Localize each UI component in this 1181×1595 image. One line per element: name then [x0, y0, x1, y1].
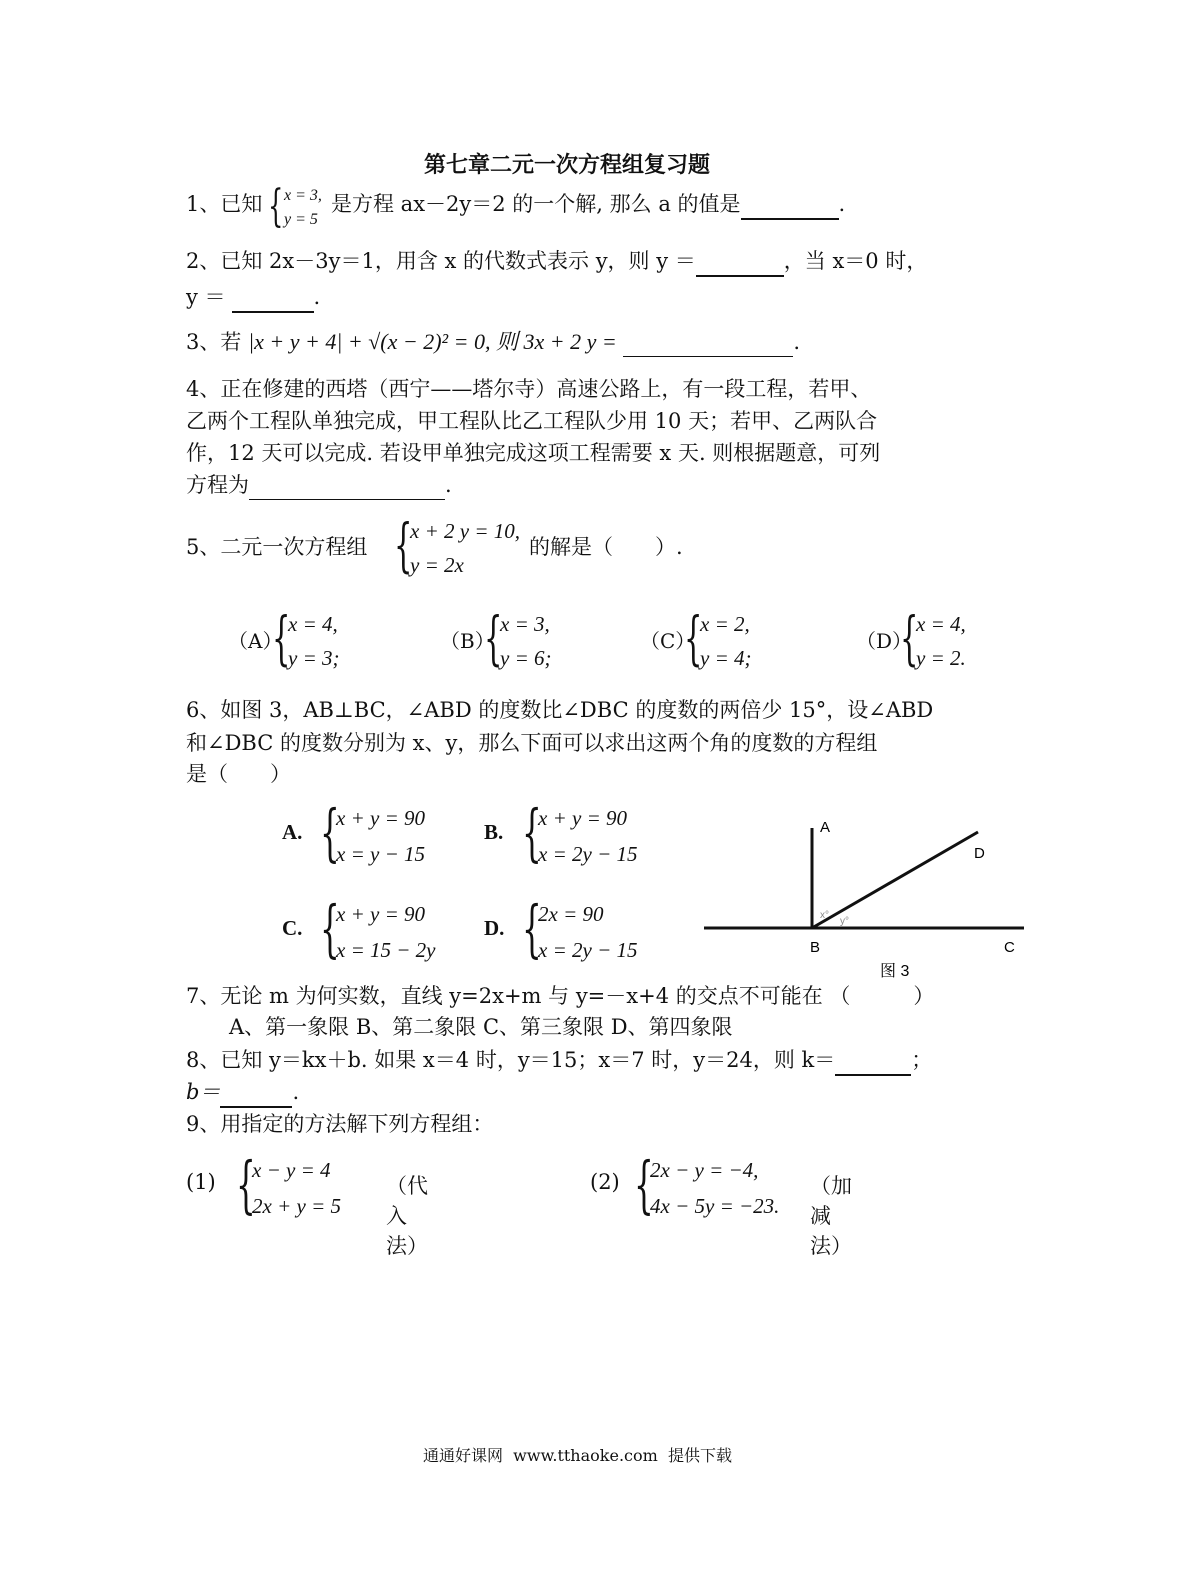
question-1 [186, 190, 262, 218]
question-3 [186, 328, 800, 357]
q6-option-a-brace: { [320, 796, 340, 869]
q5-option-a-eq2: y = 3; [288, 646, 340, 670]
q4-answer-blank[interactable] [249, 471, 445, 500]
q5-brace: { [394, 511, 413, 579]
q5-option-c-eq1: x = 2, [700, 612, 750, 636]
question-4-line-4 [186, 471, 452, 500]
question-4-line-1: 4、正在修建的西塔（西宁——塔尔寺）高速公路上，有一段工程，若甲、 [186, 377, 872, 401]
question-9: 9、用指定的方法解下列方程组： [186, 1112, 494, 1136]
question-7-options: A、第一象限 B、第二象限 C、第三象限 D、第四象限 [229, 1015, 733, 1039]
figure-caption: 图 3 [880, 963, 910, 980]
q6-option-c-brace: { [320, 892, 340, 965]
question-8-line-2 [186, 1078, 299, 1108]
q9-part-2-eq1: 2x − y = −4, [650, 1158, 759, 1182]
q5-eq2: y = 2x [410, 553, 464, 577]
question-8-line-1 [186, 1046, 932, 1076]
question-4-line-3: 作，12 天可以完成. 若设甲单独完成这项工程需要 x 天. 则根据题意，可列 [186, 441, 881, 465]
q5-option-a-eq1: x = 4, [288, 612, 338, 636]
q8-answer-blank-b[interactable] [220, 1078, 292, 1108]
q3-expression: |x + y + 4| + √(x − 2)² = 0, 则 3x + 2 y = [248, 329, 617, 354]
question-4-line-2: 乙两个工程队单独完成，甲工程队比乙工程队少用 10 天；若甲、乙两队合 [186, 409, 878, 433]
q5-post: 的解是（ ）. [529, 535, 683, 559]
point-b-label: B [810, 939, 821, 956]
point-c-label: C [1004, 939, 1015, 956]
q1-statement [331, 190, 845, 220]
q6-option-b-eq1: x + y = 90 [538, 806, 627, 830]
q6-option-d-label: D. [484, 916, 505, 940]
q5-option-b-brace: { [484, 604, 503, 672]
q5-option-a-label: （A） [228, 629, 283, 653]
question-6-line-1: 6、如图 3，AB⊥BC，∠ABD 的度数比∠DBC 的度数的两倍少 15°，设∠ABD [186, 698, 934, 722]
question-7-line-1: 7、无论 m 为何实数，直线 y=2x+m 与 y=－x+4 的交点不可能在 （ ） [186, 984, 935, 1008]
q6-option-a-eq2: x = y − 15 [336, 842, 425, 866]
q6-option-b-brace: { [522, 796, 542, 869]
q5-option-b-label: （B） [440, 629, 495, 653]
q5-option-d-eq1: x = 4, [916, 612, 966, 636]
question-2-line2 [186, 283, 320, 313]
point-a-label: A [820, 819, 831, 836]
q1-end: . [838, 192, 846, 216]
q5-option-c-brace: { [684, 604, 703, 672]
q6-option-b-label: B. [484, 820, 504, 844]
q9-part-2-method: （加减法） [810, 1174, 852, 1258]
q9-part-1-eq2: 2x + y = 5 [252, 1194, 341, 1218]
q1-eq2: y = 5 [284, 211, 318, 228]
q6-option-c-eq2: x = 15 − 2y [336, 938, 436, 962]
q5-option-c-eq2: y = 4; [700, 646, 752, 670]
q8-end: . [292, 1080, 300, 1104]
q6-option-b-eq2: x = 2y − 15 [538, 842, 638, 866]
point-d-label: D [974, 845, 985, 862]
q8-line1: 8、已知 y＝kx＋b. 如果 x＝4 时，y＝15；x＝7 时，y＝24，则 k＝ [186, 1048, 836, 1072]
q8-answer-blank-k[interactable] [835, 1046, 911, 1076]
q3-prefix: 3、若 [186, 330, 242, 354]
q2-end: . [313, 285, 321, 309]
q5-option-d-label: （D） [856, 629, 913, 653]
q6-option-d-brace: { [522, 892, 542, 965]
q9-part-1-label: (1) [186, 1170, 216, 1194]
q6-option-d-eq1: 2x = 90 [538, 902, 604, 926]
q6-option-c-label: C. [282, 916, 303, 940]
q9-part-2-brace: { [634, 1148, 654, 1221]
q2-line1: 2、已知 2x－3y＝1，用含 x 的代数式表示 y，则 y ＝ [186, 249, 696, 273]
q3-end: . [793, 330, 801, 354]
q9-part-1-method: （代入法） [386, 1174, 428, 1258]
question-5 [186, 533, 367, 561]
angle-x-label: x° [820, 910, 829, 921]
q6-option-a-label: A. [282, 820, 303, 844]
q6-option-c-eq1: x + y = 90 [336, 902, 425, 926]
angle-y-label: y° [840, 916, 849, 927]
q4-line4: 方程为 [186, 473, 249, 497]
q8-line1-end: ； [911, 1048, 933, 1072]
q1-text: 是方程 ax－2y＝2 的一个解, 那么 a 的值是 [331, 192, 741, 216]
q6-option-d-eq2: x = 2y − 15 [538, 938, 638, 962]
ray-bd [812, 832, 978, 928]
q4-end: . [445, 473, 452, 497]
figure-3 [690, 810, 1030, 980]
page-title: 第七章二元一次方程组复习题 [424, 153, 711, 178]
q5-option-c-label: （C） [640, 629, 696, 653]
q5-option-b-eq1: x = 3, [500, 612, 550, 636]
q9-part-1-eq1: x − y = 4 [252, 1158, 331, 1182]
q2-answer-blank-2[interactable] [232, 283, 314, 313]
q5-prefix: 5、二元一次方程组 [186, 535, 368, 559]
q1-prefix: 1、已知 [186, 192, 263, 216]
question-6-line-3: 是（ ） [186, 762, 291, 786]
q8-line2: b＝ [186, 1080, 221, 1104]
question-6-line-2: 和∠DBC 的度数分别为 x、y，那么下面可以求出这两个角的度数的方程组 [186, 731, 878, 755]
q1-brace: { [268, 181, 284, 232]
q1-eq1: x = 3, [284, 187, 322, 204]
q6-option-a-eq1: x + y = 90 [336, 806, 425, 830]
page-footer: 通通好课网 www.tthaoke.com 提供下载 [423, 1446, 732, 1465]
q9-part-2-label: (2) [590, 1170, 620, 1194]
q5-option-a-brace: { [272, 604, 291, 672]
q3-answer-blank[interactable] [623, 328, 793, 357]
q1-answer-blank[interactable] [741, 190, 839, 220]
q5-option-b-eq2: y = 6; [500, 646, 552, 670]
q2-line2: y ＝ [186, 285, 226, 309]
q9-part-2-eq2: 4x − 5y = −23. [650, 1194, 780, 1218]
q9-part-1-brace: { [236, 1148, 256, 1221]
q5-option-d-brace: { [900, 604, 919, 672]
question-2 [186, 247, 927, 277]
q2-line1b: ，当 x＝0 时， [783, 249, 928, 273]
q2-answer-blank-1[interactable] [696, 247, 784, 277]
q5-option-d-eq2: y = 2. [916, 646, 966, 670]
q5-eq1: x + 2 y = 10, [410, 519, 520, 543]
